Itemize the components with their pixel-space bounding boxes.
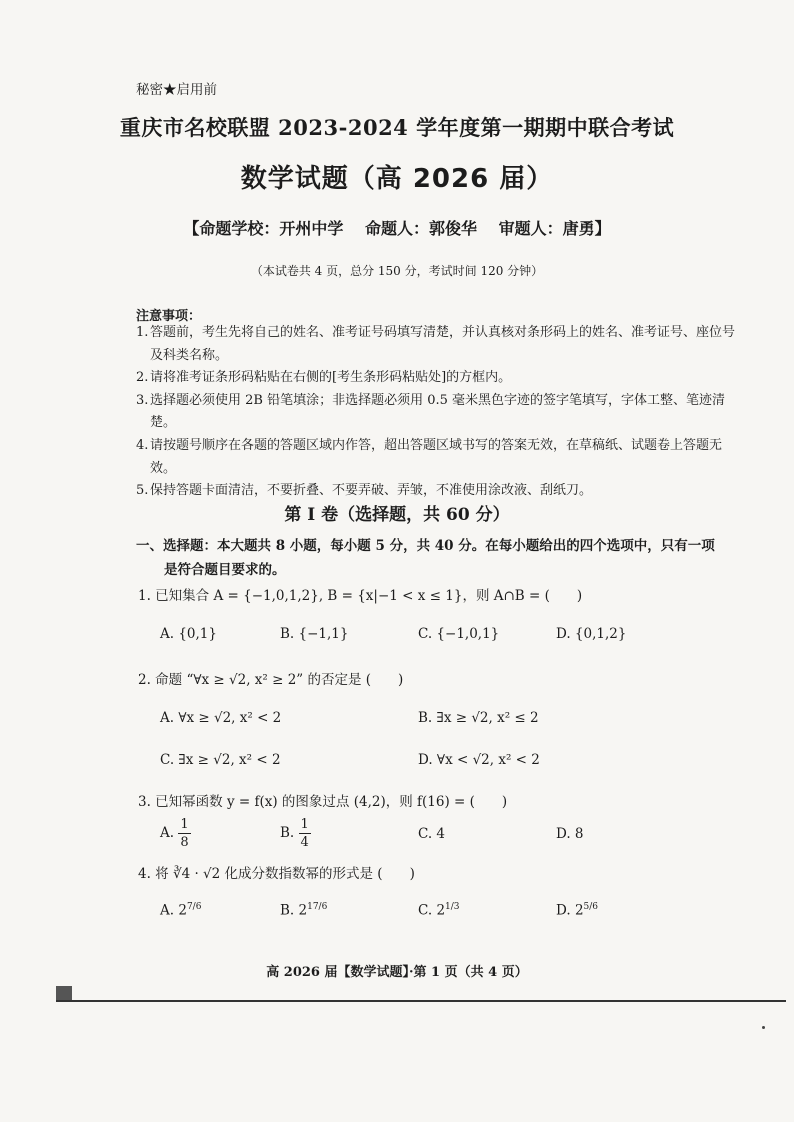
confidential-label: 秘密★启用前 bbox=[136, 82, 217, 98]
q3-option-c: C. 4 bbox=[418, 826, 446, 842]
authors-line bbox=[0, 216, 794, 239]
part-title: 第 I 卷（选择题，共 60 分） bbox=[284, 505, 510, 525]
note-item: 5. 保持答题卡面清洁，不要折叠、不要弄破、弄皱，不准使用涂改液、刮纸刀。 bbox=[136, 483, 593, 499]
exam-title: 重庆市名校联盟 2023-2024 学年度第一期期中联合考试 bbox=[119, 115, 675, 140]
notes-list bbox=[136, 322, 736, 503]
question-3-stem: 3. 已知幂函数 y = f(x) 的图象过点 (4,2)，则 f(16) = ( ) bbox=[138, 794, 508, 810]
notes-title: 注意事项： bbox=[136, 309, 202, 324]
q4-option-d: D. $2^{5/6}$ bbox=[556, 902, 599, 919]
q1-option-b: B. {−1,1} bbox=[280, 626, 349, 642]
reviewer: 审题人：唐勇】 bbox=[498, 219, 611, 238]
q4-option-b: B. $2^{17/6}$ bbox=[280, 902, 328, 919]
section-heading: 一、选择题：本大题共 8 小题，每小题 5 分，共 40 分。在每小题给出的四个选项中，只有一项 是符合题目要求的。 bbox=[136, 538, 715, 578]
q3-option-d: D. 8 bbox=[556, 826, 584, 842]
page-footer: 高 2026 届【数学试题】·第 1 页（共 4 页） bbox=[266, 965, 528, 980]
author: 命题人：郭俊华 bbox=[364, 219, 477, 238]
subject-title: 数学试题（高 2026 届） bbox=[240, 164, 554, 194]
school: 【命题学校：开州中学 bbox=[183, 219, 344, 238]
question-2-stem: 2. 命题 “∀x ≥ √2, x² ≥ 2” 的否定是 ( ) bbox=[138, 672, 404, 688]
note-item: 2. 请将准考证条形码粘贴在右侧的[考生条形码粘贴处]的方框内。 bbox=[136, 370, 512, 386]
question-1-stem: 1. 已知集合 A = {−1,0,1,2}, B = {x|−1 < x ≤ 1}，则 A∩B = ( ) bbox=[138, 588, 583, 604]
q3-option-b: B. $\frac{1}{4}$ bbox=[280, 817, 309, 850]
q2-option-a: A. ∀x ≥ √2, x² < 2 bbox=[160, 710, 282, 726]
q1-option-a: A. {0,1} bbox=[160, 626, 217, 642]
exam-info: （本试卷共 4 页，总分 150 分，考试时间 120 分钟） bbox=[250, 264, 544, 278]
note-item: 1. 答题前，考生先将自己的姓名、准考证号码填写清楚，并认真核对条形码上的姓名、准考证号、座位号及科类名称。 bbox=[136, 325, 736, 363]
scan-speck bbox=[762, 1026, 765, 1029]
q4-option-a: A. $2^{7/6}$ bbox=[160, 902, 202, 919]
q2-option-b: B. ∃x ≥ √2, x² ≤ 2 bbox=[418, 710, 539, 726]
q2-option-d: D. ∀x < √2, x² < 2 bbox=[418, 752, 540, 768]
q2-option-c: C. ∃x ≥ √2, x² < 2 bbox=[160, 752, 281, 768]
q3-option-a: A. $\frac{1}{8}$ bbox=[160, 817, 189, 850]
bottom-rule bbox=[56, 1000, 786, 1002]
question-4-stem: 4. 将 ∛4 · √2 化成分数指数幂的形式是 ( ) bbox=[138, 866, 415, 882]
q1-option-d: D. {0,1,2} bbox=[556, 626, 627, 642]
note-item: 3. 选择题必须使用 2B 铅笔填涂；非选择题必须用 0.5 毫米黑色字迹的签字笔填写，字体工整、笔迹清楚。 bbox=[136, 392, 726, 431]
fraction: $\frac{1}{8}$ bbox=[180, 817, 189, 850]
q1-option-c: C. {−1,0,1} bbox=[418, 626, 500, 642]
q4-option-c: C. $2^{1/3}$ bbox=[418, 902, 460, 919]
fraction: $\frac{1}{4}$ bbox=[300, 817, 309, 850]
note-item: 4. 请按题号顺序在各题的答题区域内作答，超出答题区域书写的答案无效，在草稿纸、试题卷上答题无效。 bbox=[136, 437, 723, 476]
